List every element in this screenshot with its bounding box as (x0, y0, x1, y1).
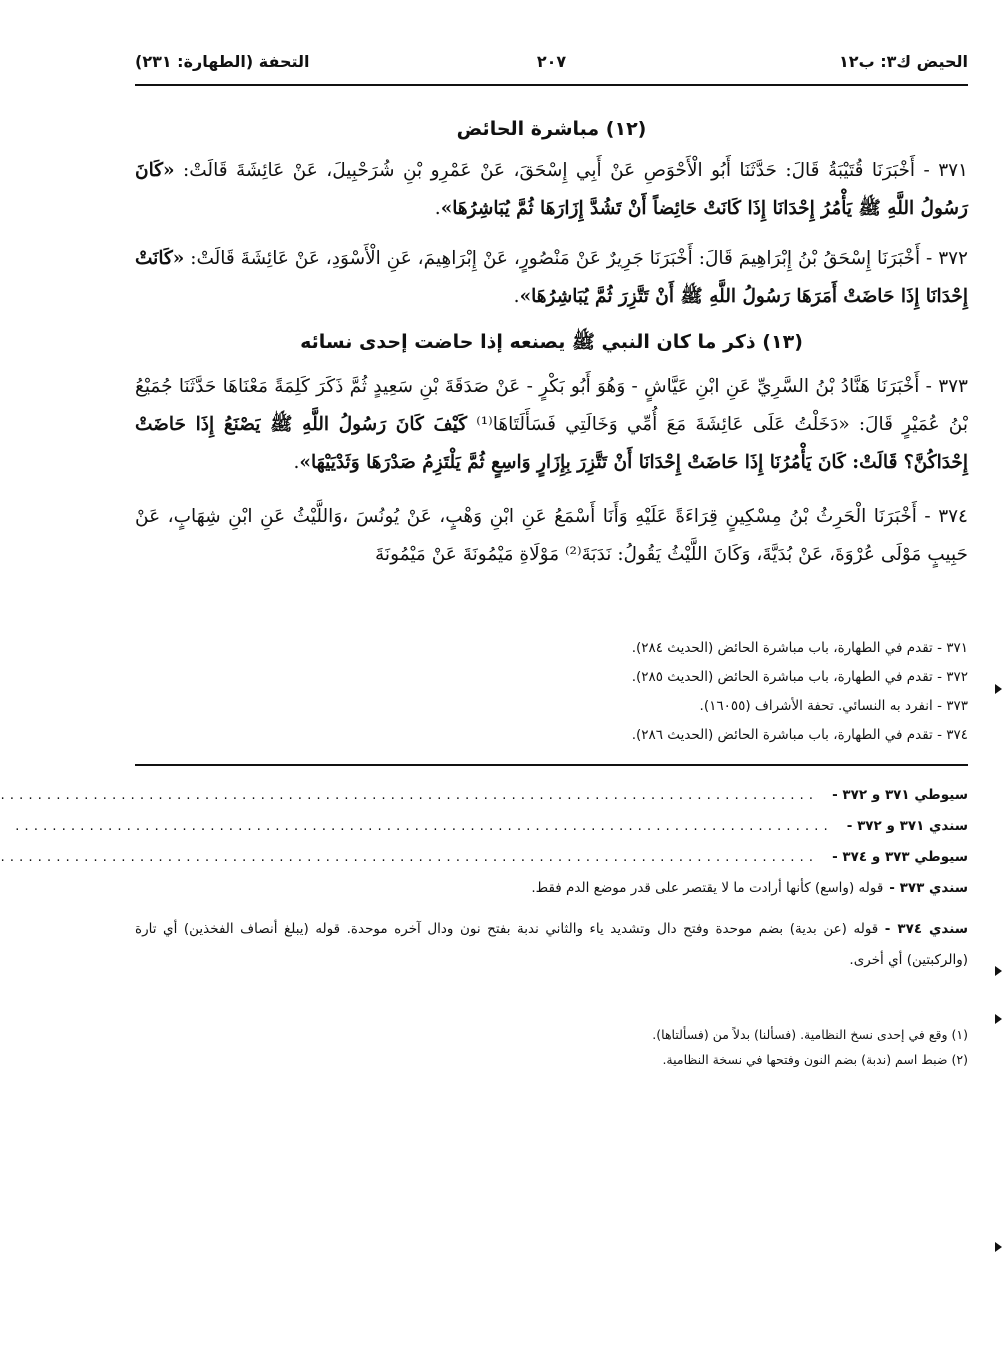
book-page (0, 44, 968, 1353)
chapter-reference: الحيض ك٣: ب١٢ (839, 52, 968, 71)
commentary-row (135, 873, 968, 904)
commentary-block (0, 780, 968, 976)
hadith-372-isnad: ٣٧٢ - أَخْبَرَنَا إِسْحَقُ بْنُ إِبْرَاهِيمَ قَالَ: أَخْبَرَنَا جَرِيرٌ عَنْ مَنْصُورٍ، عَنْ إِبْرَاهِيمَ، عَنِ الْأَسْوَدِ، عَنْ عَائِشَةَ قَالَتْ: (184, 248, 968, 269)
commentary-key: سيوطي ٣٧١ و ٣٧٢ - (832, 787, 968, 803)
takhrij-note-374: ٣٧٤ - تقدم في الطهارة، باب مباشرة الحائض (الحديث ٢٨٦). (631, 727, 968, 743)
hadith-371-matn: «كَانَ رَسُولُ اللَّهِ ﷺ يَأْمُرُ إِحْدَانَا إِذَا كَانَتْ حَائِضاً أَنْ تَشُدَّ إِزَارَهَا ثُمَّ يُبَاشِرُهَا» (135, 160, 968, 219)
hadith-373-matn: كَيْفَ كَانَ رَسُولُ اللَّهِ ﷺ يَصْنَعُ إِذَا حَاضَتْ إِحْدَاكُنَّ؟ قَالَتْ: كَانَ يَأْمُرُنَا إِذَا حَاضَتْ إِحْدَانَا أَنْ تَتَّزِرَ بِإِزَارٍ وَاسِعٍ ثُمَّ يَلْتَزِمُ صَدْرَهَا وَثَدْيَيْهَا» (135, 414, 968, 473)
commentary-text: قوله (عن بدية) بضم موحدة وفتح دال وتشديد ياء والثاني ندبة بفتح نون ودال آخره موحدة. قوله (يبلغ أنصاف الفخذين) أي تارة (والركبتين) أي أخرى. (135, 921, 968, 968)
margin-marker (995, 1242, 1002, 1252)
commentary-key: سيوطي ٣٧٣ و ٣٧٤ - (832, 849, 968, 865)
commentary-row (15, 811, 968, 842)
section-title-13: (١٣) ذكر ما كان النبي ﷺ يصنعه إذا حاضت إحدى نسائه (300, 331, 803, 353)
hadith-373 (135, 368, 968, 482)
footnote-1: (١) وقع في إحدى نسخ النظامية. (فسألنا) بدلاً من (فسألتاها). (652, 1027, 968, 1042)
page-number: ٢٠٧ (536, 52, 567, 71)
hadith-374-isnad: ٣٧٤ - أَخْبَرَنَا الْحَرِثُ بْنُ مِسْكِينٍ قِرَاءَةً عَلَيْهِ وَأَنَا أَسْمَعُ عَنِ ابْنِ وَهْبٍ، عَنْ يُونُسَ ،وَاللَّيْثُ عَنِ ابْنِ شِهَابٍ، عَنْ حَبِيبٍ مَوْلَى عُرْوَةَ، عَنْ بُدَيَّةَ، وَكَانَ اللَّيْثُ يَقُولُ: نَدَبَةَ⁽²⁾ مَوْلَاةِ مَيْمُونَةَ عَنْ مَيْمُونَةَ (135, 506, 968, 565)
hadith-374 (135, 498, 968, 574)
hadith-371-end: . (434, 198, 441, 219)
leader-dots: ........................................................................................ (0, 849, 819, 865)
margin-marker (995, 1014, 1002, 1024)
commentary-paragraph (135, 914, 968, 976)
hadith-371 (135, 152, 968, 228)
leader-dots: ........................................................................................ (15, 818, 833, 834)
takhrij-notes (135, 634, 968, 750)
hadith-372 (135, 240, 968, 316)
commentary-key: سندي ٣٧٣ - (889, 880, 968, 896)
commentary-row (0, 842, 968, 873)
commentary-row (0, 780, 968, 811)
margin-marker (995, 684, 1002, 694)
commentary-key: سندي ٣٧٤ - (884, 921, 968, 937)
footnotes (135, 1022, 968, 1072)
commentary-divider (135, 764, 968, 766)
hadith-371-isnad: ٣٧١ - أَخْبَرَنَا قُتَيْبَةُ قَالَ: حَدَّثَنَا أَبُو الْأَحْوَصِ عَنْ أَبِي إِسْحَقَ، عَنْ عَمْرِو بْنِ شُرَحْبِيلَ، عَنْ عَائِشَةَ قَالَتْ: (174, 160, 968, 181)
tuhfa-reference: التحفة (الطهارة: ٢٣١) (135, 52, 310, 71)
takhrij-note-372: ٣٧٢ - تقدم في الطهارة، باب مباشرة الحائض (الحديث ٢٨٥). (631, 669, 968, 685)
takhrij-note-371: ٣٧١ - تقدم في الطهارة، باب مباشرة الحائض (الحديث ٢٨٤). (631, 640, 968, 656)
hadith-373-isnad: ٣٧٣ - أَخْبَرَنَا هَنَّادُ بْنُ السَّرِيِّ عَنِ ابْنِ عَيَّاشٍ - وَهُوَ أَبُو بَكْرٍ - عَنْ صَدَقَةَ بْنِ سَعِيدٍ ثُمَّ ذَكَرَ كَلِمَةً مَعْنَاهَا حَدَّثَنَا جُمَيْعُ بْنُ عُمَيْرٍ قَالَ: «دَخَلْتُ عَلَى عَائِشَةَ مَعَ أُمِّي وَخَالَتِي فَسَأَلَتَاهَا⁽¹⁾ (135, 376, 968, 435)
section-title-12: (١٢) مباشرة الحائض (456, 118, 647, 140)
margin-marker (995, 966, 1002, 976)
takhrij-note-373: ٣٧٣ - انفرد به النسائي. تحفة الأشراف (١٦٠٥٥). (699, 698, 968, 714)
hadith-373-end: . (293, 452, 300, 473)
leader-dots: ........................................................................................ (0, 787, 819, 803)
commentary-text: قوله (واسع) كأنها أرادت ما لا يقتصر على قدر موضع الدم فقط. (531, 880, 884, 896)
commentary-key: سندي ٣٧١ و ٣٧٢ - (846, 818, 968, 834)
footnote-2: (٢) ضبط اسم (ندبة) بضم النون وفتحها في نسخة النظامية. (662, 1052, 968, 1067)
hadith-372-matn: «كَانَتْ إِحْدَانَا إِذَا حَاضَتْ أَمَرَهَا رَسُولُ اللَّهِ ﷺ أَنْ تَتَّزِرَ ثُمَّ يُبَاشِرُهَا» (135, 248, 968, 307)
running-header (135, 44, 968, 86)
hadith-372-end: . (513, 286, 520, 307)
